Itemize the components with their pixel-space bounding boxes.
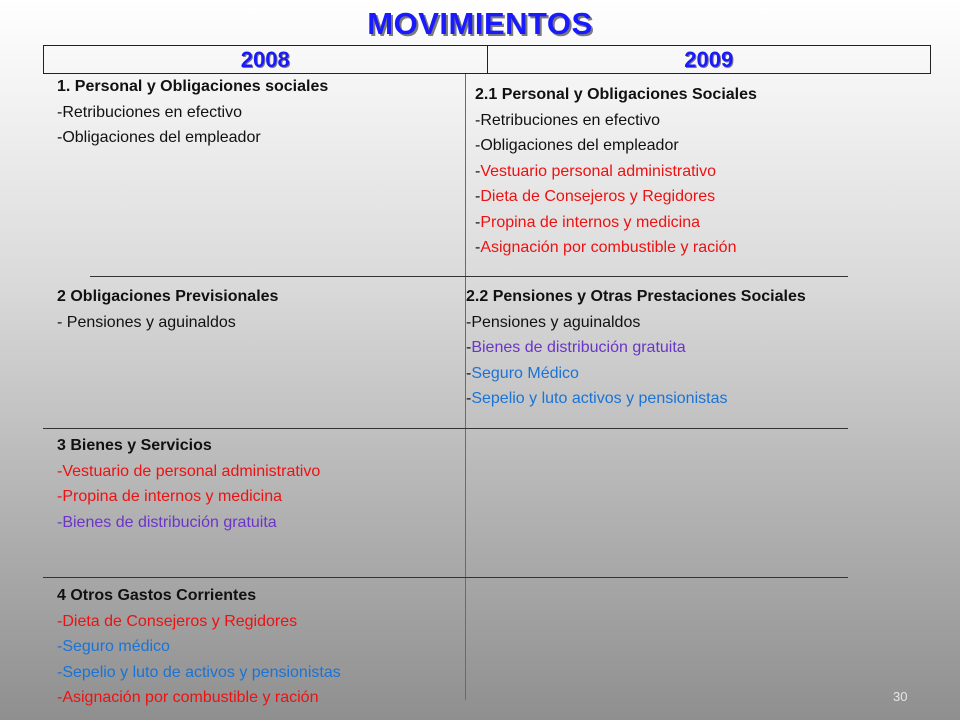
block-heading: 2.1 Personal y Obligaciones Sociales — [475, 86, 757, 103]
page-title: MOVIMIENTOS — [367, 6, 593, 41]
left-block-3 — [57, 433, 320, 535]
block-heading: 2 Obligaciones Previsionales — [57, 288, 279, 305]
list-item: -Propina de internos y medicina — [57, 488, 283, 505]
row-divider-1 — [90, 276, 848, 277]
list-item: -Vestuario personal administrativo — [475, 162, 717, 180]
row-divider-2 — [43, 428, 848, 429]
left-block-2 — [57, 284, 278, 335]
list-item: -Asignación por combustible y ración — [475, 239, 737, 256]
block-heading: 2.2 Pensiones y Otras Prestaciones Sociales — [466, 288, 806, 305]
right-block-1 — [475, 82, 757, 261]
list-item: -Bienes de distribución gratuita — [466, 339, 686, 356]
list-item: -Sepelio y luto de activos y pensionistas — [57, 663, 341, 681]
list-item: -Dieta de Consejeros y Regidores — [57, 612, 298, 630]
list-item: -Bienes de distribución gratuita — [57, 513, 277, 531]
list-item: -Propina de internos y medicina — [475, 213, 701, 231]
left-block-4 — [57, 583, 341, 711]
list-item: -Obligaciones del empleador — [57, 129, 261, 146]
list-item: -Asignación por combustible y ración — [57, 689, 319, 706]
list-item: -Retribuciones en efectivo — [475, 111, 660, 129]
list-item: -Pensiones y aguinaldos — [466, 313, 641, 331]
list-item: -Seguro médico — [57, 638, 170, 655]
column-header-2009: 2009 — [684, 47, 734, 72]
list-item: -Seguro Médico — [466, 364, 579, 382]
block-heading: 1. Personal y Obligaciones sociales — [57, 78, 329, 95]
list-item: -Sepelio y luto activos y pensionistas — [466, 390, 728, 407]
row-divider-3 — [43, 577, 848, 578]
list-item: -Retribuciones en efectivo — [57, 103, 242, 121]
left-block-1 — [57, 74, 328, 151]
list-item: -Dieta de Consejeros y Regidores — [475, 188, 716, 205]
list-item: - Pensiones y aguinaldos — [57, 313, 236, 331]
list-item: -Vestuario de personal administrativo — [57, 462, 321, 480]
list-item: -Obligaciones del empleador — [475, 137, 679, 154]
column-header-2008: 2008 — [44, 46, 488, 73]
column-header-bar — [43, 45, 931, 74]
block-heading: 4 Otros Gastos Corrientes — [57, 587, 257, 604]
right-block-2 — [466, 284, 806, 412]
block-heading: 3 Bienes y Servicios — [57, 437, 212, 454]
slide-number: 30 — [893, 689, 908, 704]
